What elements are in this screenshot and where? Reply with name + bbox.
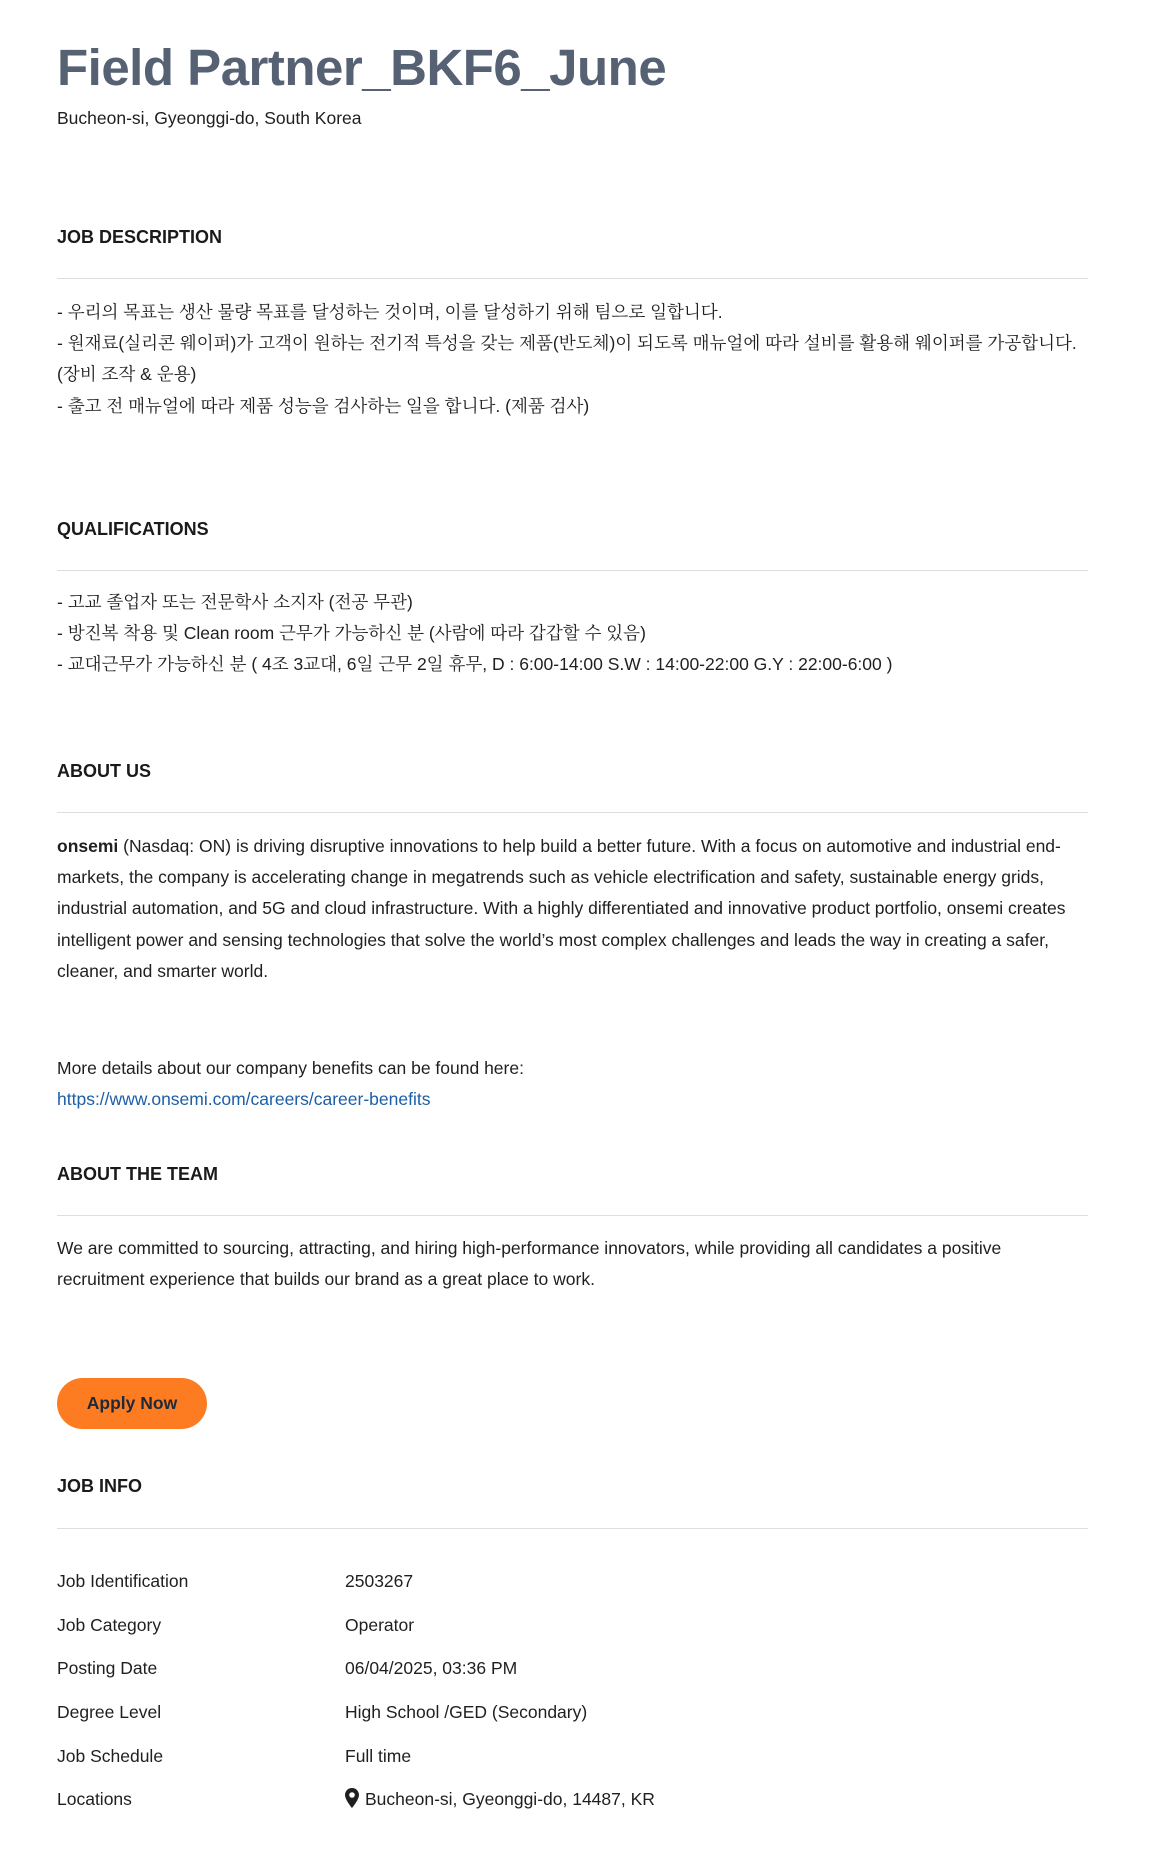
divider [57,278,1088,279]
info-value-location [345,1787,655,1811]
info-value: 2503267 [345,1571,414,1591]
description-line: - 출고 전 매뉴얼에 따라 제품 성능을 검사하는 일을 합니다. (제품 검사) [57,395,590,416]
brand-name: onsemi [57,836,119,856]
section-title-job-description: JOB DESCRIPTION [57,227,223,247]
divider [57,570,1088,571]
qualifications-text [57,587,1088,681]
benefits-block [57,1053,1088,1115]
info-label: Job Schedule [57,1746,164,1766]
info-label: Locations [57,1789,132,1809]
qualification-line: - 고교 졸업자 또는 전문학사 소지자 (전공 무관) [57,592,413,612]
benefits-text: More details about our company benefits can be found here: [57,1058,524,1078]
info-label: Degree Level [57,1702,162,1722]
job-description-text [57,297,1088,422]
info-label: Posting Date [57,1658,158,1678]
about-team-text: We are committed to sourcing, attracting, and hiring high-performance innovators, while providing all candidates a positive recruitment experience that builds our brand as a great place to work. [57,1238,1002,1290]
location-text: Bucheon-si, Gyeonggi-do, 14487, KR [365,1789,655,1809]
info-value: Full time [345,1746,412,1766]
section-title-about-team: ABOUT THE TEAM [57,1164,218,1184]
job-location: Bucheon-si, Gyeonggi-do, South Korea [57,108,362,128]
apply-now-button[interactable]: Apply Now [57,1378,207,1429]
divider [57,812,1088,813]
benefits-link[interactable]: https://www.onsemi.com/careers/career-benefits [57,1089,431,1110]
about-us-text [57,831,1088,987]
divider [57,1528,1088,1529]
section-title-about-us: ABOUT US [57,761,151,781]
section-title-job-info: JOB INFO [57,1476,143,1496]
divider [57,1215,1088,1216]
section-title-qualifications: QUALIFICATIONS [57,519,209,539]
about-us-body: (Nasdaq: ON) is driving disruptive innovations to help build a better future. With a focus on automotive and industrial end-markets, the company is accelerating change in megatrends such as vehicle electrification and safety, sustainable energy grids, industrial automation, and 5G and cloud infrastructure. With a highly differentiated and innovative product portfolio, onsemi creates intelligent power and sensing technologies that solve the world’s most complex challenges and leads the way in creating a safer, cleaner, and smarter world. [57,836,1066,981]
info-value: High School /GED (Secondary) [345,1702,588,1722]
info-value: 06/04/2025, 03:36 PM [345,1658,518,1678]
description-line: - 우리의 목표는 생산 물량 목표를 달성하는 것이며, 이를 달성하기 위해 팀으로 일합니다. [57,302,723,322]
info-label: Job Identification [57,1571,189,1591]
info-value: Operator [345,1615,415,1635]
qualification-line: - 교대근무가 가능하신 분 ( 4조 3교대, 6일 근무 2일 휴무, D : 6:00-14:00 S.W : 14:00-22:00 G.Y : 22:00-6:00 ) [57,654,893,675]
qualification-line: - 방진복 착용 및 Clean room 근무가 가능하신 분 (사람에 따라 갑갑할 수 있음) [57,623,646,644]
info-label: Job Category [57,1615,162,1635]
map-pin-icon [345,1788,359,1808]
description-line: - 원재료(실리콘 웨이퍼)가 고객이 원하는 전기적 특성을 갖는 제품(반도체)이 되도록 매뉴얼에 따라 설비를 활용해 웨이퍼를 가공합니다. (장비 조작 & 운용) [57,333,1077,385]
page-title: Field Partner_BKF6_June [57,39,667,96]
